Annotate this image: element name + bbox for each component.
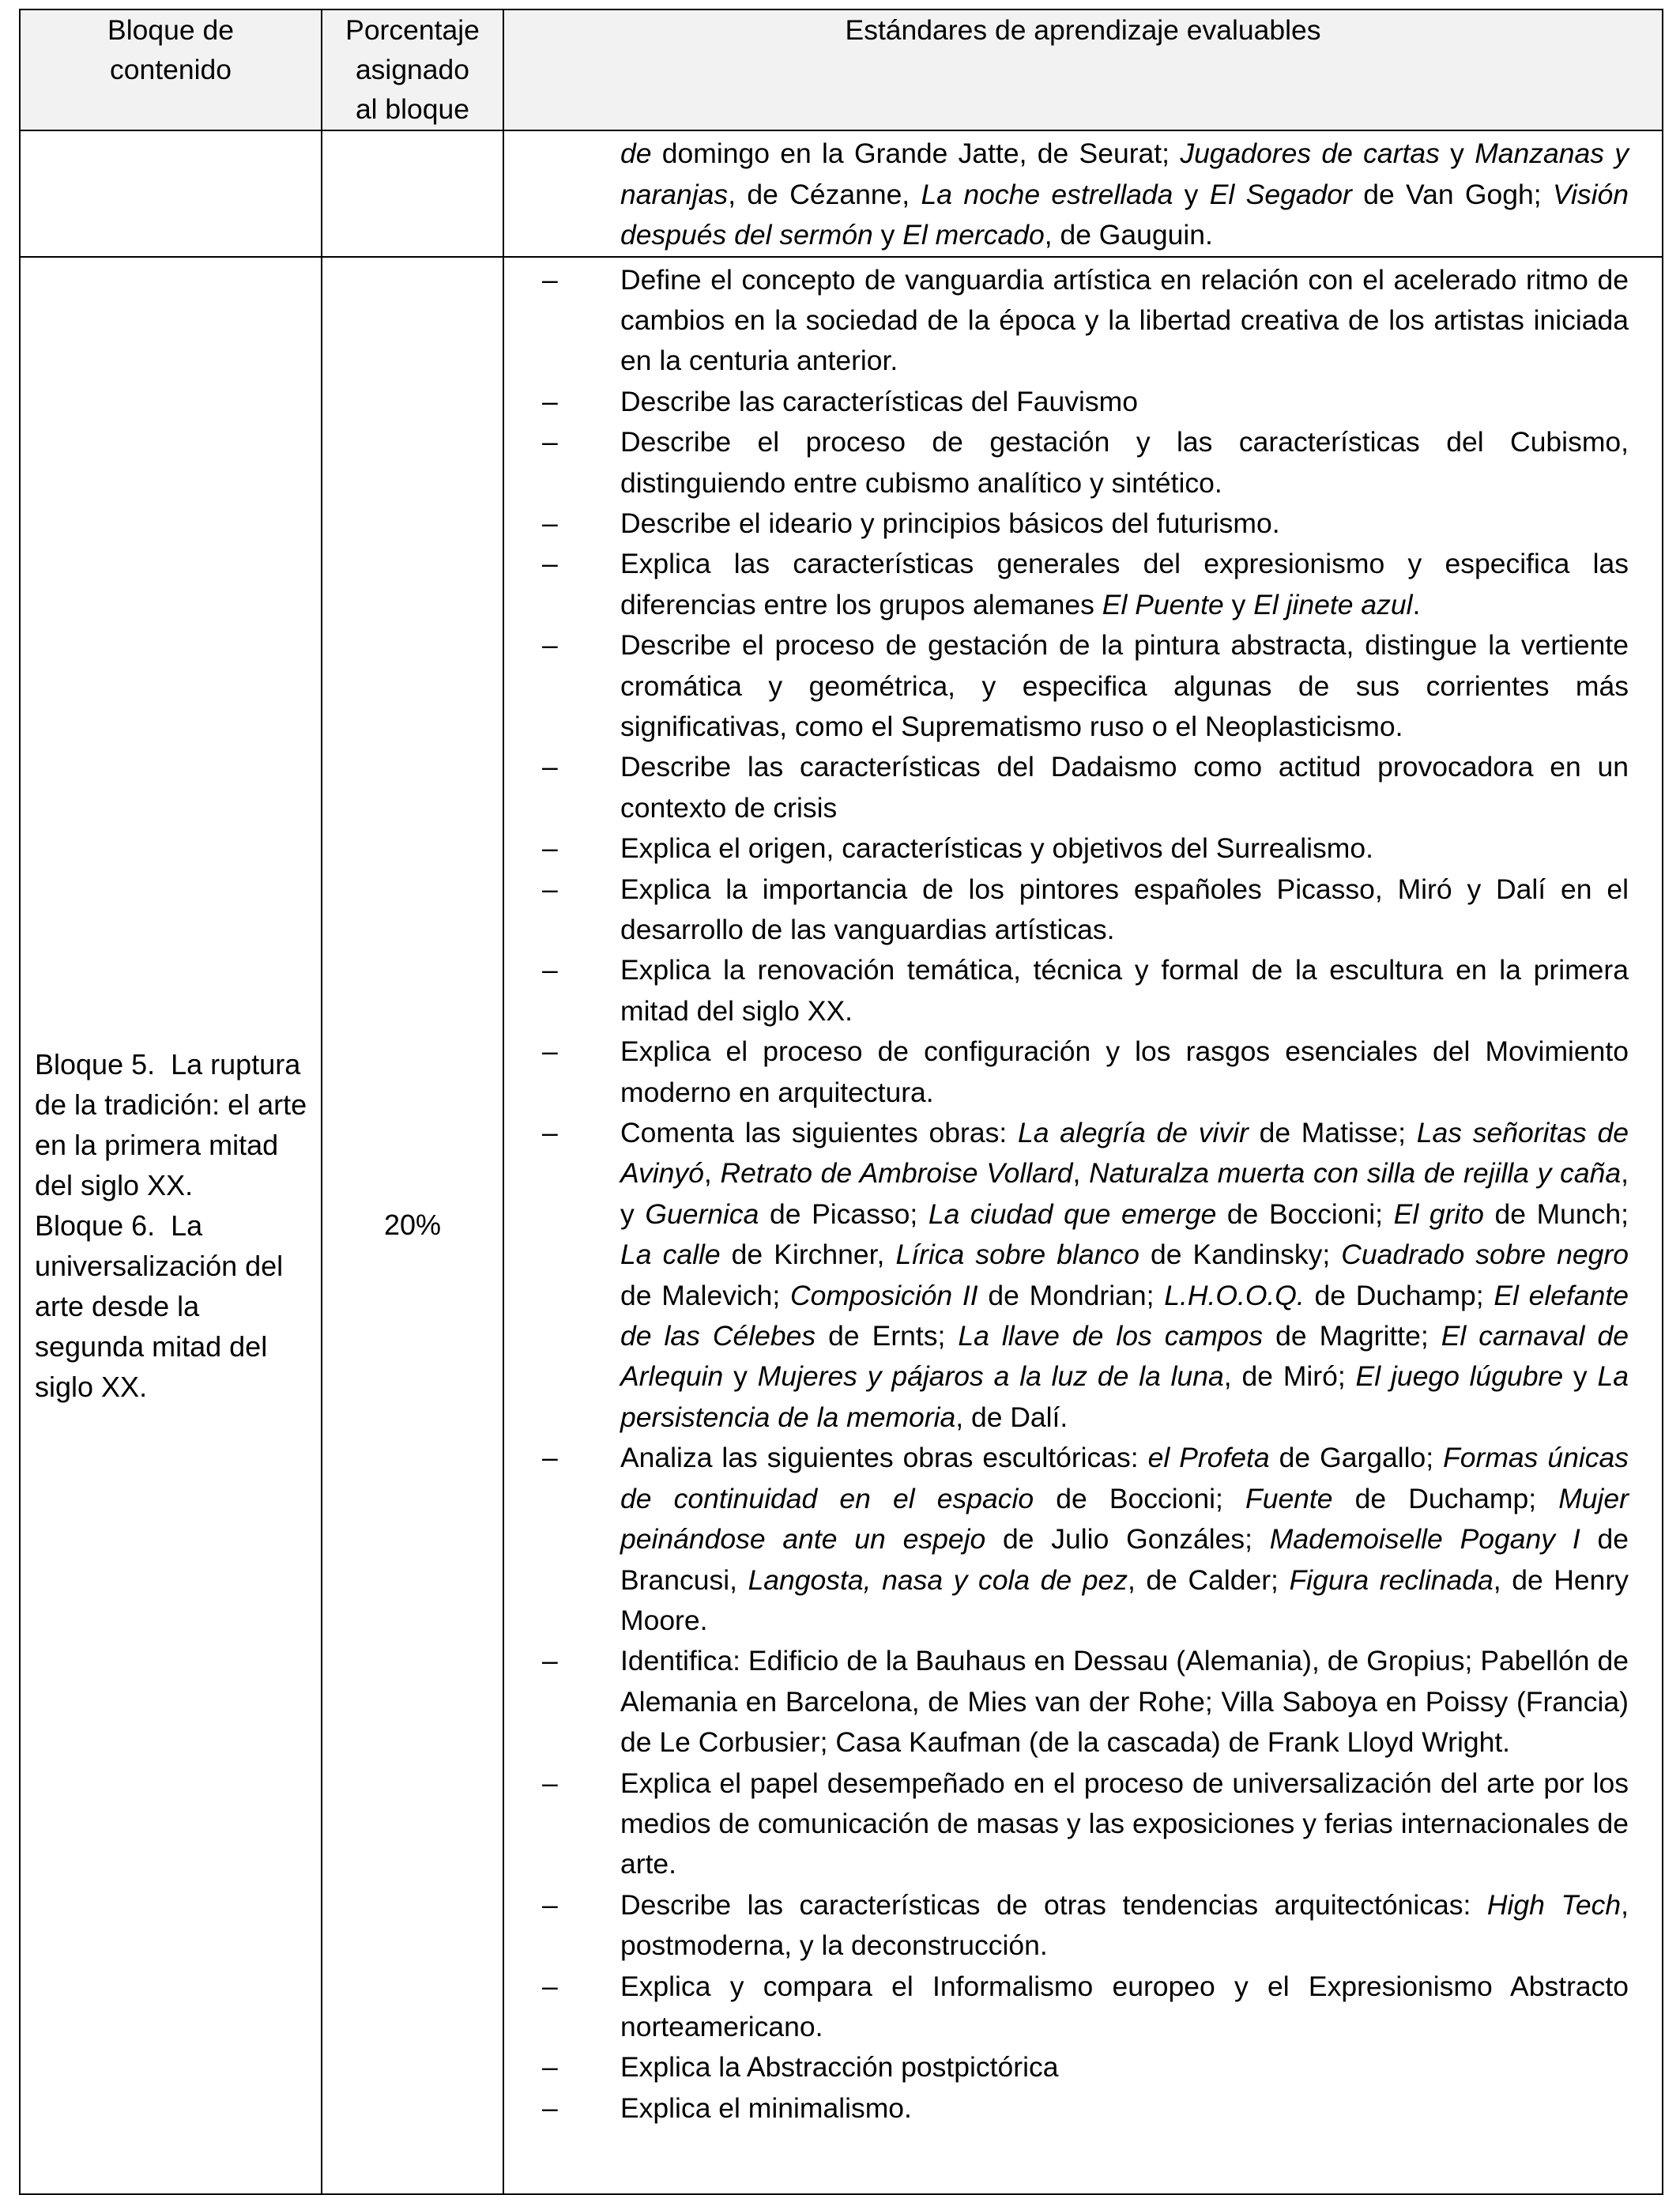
text-run: , de Gauguin.: [1044, 219, 1213, 251]
text-run: y: [1563, 1360, 1598, 1393]
dash-bullet: –: [542, 1035, 558, 1068]
italic-text: Composición II: [789, 1279, 978, 1311]
italic-text: L.H.O.O.Q.: [1164, 1279, 1305, 1311]
list-item: [542, 544, 1629, 625]
italic-text: el Profeta: [1147, 1442, 1270, 1474]
list-item: [542, 503, 1629, 544]
italic-text: La noche estrellada: [921, 178, 1173, 210]
list-item: [542, 747, 1629, 828]
continuation-row: [20, 130, 1663, 257]
dash-bullet: –: [542, 1970, 558, 2002]
standards-cell: [503, 257, 1663, 2194]
text-run: , y: [620, 1157, 1629, 1230]
dash-bullet: –: [542, 1645, 558, 1677]
list-item: [542, 1031, 1629, 1113]
standards-list: [504, 258, 1662, 2129]
text-run: Explica el minimalismo.: [620, 2091, 912, 2124]
text-run: Explica el origen, características y objetivos del Surrealismo.: [620, 832, 1373, 865]
standards-table: [19, 9, 1663, 2195]
text-run: de Julio Gonzáles;: [985, 1523, 1270, 1556]
list-item: [542, 1885, 1629, 1967]
dash-bullet: –: [542, 1888, 558, 1921]
block-name-cell: [20, 257, 322, 2194]
italic-text: Retrato de Ambroise Vollard: [720, 1157, 1073, 1190]
text-run: Explica la importancia de los pintores españoles Picasso, Miró y Dalí en el desarrollo de las vanguardias artísticas.: [620, 873, 1629, 945]
italic-text: La calle: [620, 1239, 721, 1271]
dash-bullet: –: [542, 426, 558, 458]
text-run: de Gargallo;: [1269, 1442, 1444, 1474]
header-estandares-text: Estándares de aprendizaje evaluables: [845, 14, 1321, 46]
text-run: de Magritte;: [1263, 1320, 1441, 1352]
italic-text: Naturalza muerta con silla de rejilla y caña: [1089, 1157, 1622, 1190]
italic-text: Manzanas y naranjas: [620, 138, 1629, 210]
text-run: , postmoderna, y la deconstrucción.: [620, 1888, 1629, 1962]
text-run: Describe las características de otras tendencias arquitectónicas:: [620, 1888, 1487, 1921]
text-run: y: [872, 219, 903, 251]
text-run: ,: [703, 1157, 721, 1190]
italic-text: Lírica sobre blanco: [895, 1239, 1139, 1271]
dash-bullet: –: [542, 2091, 558, 2124]
italic-text: Mujeres y pájaros a la luz de la luna: [757, 1360, 1224, 1393]
italic-text: High Tech: [1486, 1888, 1622, 1921]
text-run: , de Miró;: [1223, 1360, 1356, 1393]
italic-text: Guernica: [645, 1197, 759, 1230]
text-run: Define el concepto de vanguardia artística en relación con el acelerado ritmo de cambios en la sociedad de la época y la libertad creativa de los artistas iniciada en la centuria anterior.: [620, 263, 1629, 377]
text-run: Describe las características del Fauvismo: [620, 385, 1138, 417]
list-item: [542, 950, 1629, 1031]
italic-text: Fuente: [1245, 1482, 1333, 1514]
header-bloque-text: Bloque de contenido: [107, 14, 234, 85]
italic-text: La alegría de vivir: [1017, 1117, 1249, 1149]
dash-bullet: –: [542, 507, 558, 539]
text-run: Explica la renovación temática, técnica y formal de la escultura en la primera mitad del siglo XX.: [620, 954, 1629, 1027]
dash-bullet: –: [542, 954, 558, 986]
dash-bullet: –: [542, 1442, 558, 1474]
text-run: y: [1173, 178, 1210, 210]
header-porcentaje: [322, 9, 503, 130]
text-run: Explica y compara el Informalismo europeo y el Expresionismo Abstracto norteamericano.: [620, 1970, 1629, 2042]
text-run: Comenta las siguientes obras:: [620, 1117, 1018, 1149]
table-header-row: [20, 9, 1663, 130]
italic-text: Mademoiselle Pogany I: [1269, 1523, 1580, 1556]
text-run: de Malevich;: [620, 1279, 790, 1311]
percentage-cell: [322, 257, 503, 2194]
text-run: Explica la Abstracción postpictórica: [620, 2051, 1059, 2084]
text-run: de Mondrian;: [977, 1279, 1165, 1311]
italic-text: El grito: [1393, 1197, 1484, 1230]
list-item: [542, 1967, 1629, 2048]
dash-bullet: –: [542, 548, 558, 580]
text-run: de Kirchner,: [720, 1239, 896, 1271]
header-bloque: [20, 9, 322, 130]
block-name: Bloque 5. La ruptura de la tradición: el arte en la primera mitad del siglo XX. Bloque 6. La universalización del arte desde la segunda mitad del siglo XX.: [35, 1047, 307, 1403]
text-run: Analiza las siguientes obras escultóricas:: [620, 1442, 1148, 1474]
italic-text: El mercado: [902, 219, 1045, 251]
italic-text: El Puente: [1102, 588, 1224, 620]
text-run: de Van Gogh;: [1351, 178, 1553, 210]
text-run: de Munch;: [1483, 1197, 1629, 1230]
italic-text: El Segador: [1209, 178, 1352, 210]
italic-text: La llave de los campos: [958, 1320, 1264, 1352]
text-run: de Matisse;: [1248, 1117, 1417, 1149]
dash-bullet: –: [542, 2051, 558, 2084]
italic-text: Mujer peinándose ante un espejo: [620, 1482, 1629, 1556]
italic-text: Formas únicas de continuidad en el espacio: [620, 1442, 1629, 1514]
text-run: y: [1223, 588, 1254, 620]
text-run: Explica el papel desempeñado en el proceso de universalización del arte por los medios de comunicación de masas y las exposiciones y ferias internacionales de arte.: [620, 1767, 1629, 1880]
continuation-standards-cell: [503, 130, 1663, 257]
text-run: , de Dalí.: [955, 1401, 1068, 1433]
list-item: [542, 2088, 1629, 2129]
text-run: Describe el proceso de gestación de la pintura abstracta, distingue la vertiente cromática y geométrica, y especifica algunas de sus corrientes más significativas, como el Suprematismo ruso o el Neoplasticismo.: [620, 629, 1629, 742]
header-estandares: [503, 9, 1663, 130]
text-run: Explica el proceso de configuración y los rasgos esenciales del Movimiento moderno en arquitectura.: [620, 1035, 1629, 1108]
text-run: y: [723, 1360, 758, 1393]
italic-text: El jinete azul: [1253, 588, 1413, 620]
text-run: de Boccioni;: [1216, 1197, 1394, 1230]
dash-bullet: –: [542, 873, 558, 905]
dash-bullet: –: [542, 1117, 558, 1149]
text-run: ,: [1072, 1157, 1090, 1190]
list-item: [542, 260, 1629, 382]
text-run: de Picasso;: [759, 1197, 929, 1230]
italic-text: La persistencia de la memoria: [620, 1360, 1629, 1433]
list-item: [542, 1438, 1629, 1641]
text-run: de Ernts;: [816, 1320, 959, 1352]
list-item: [542, 382, 1629, 422]
percentage-value: 20%: [383, 1209, 442, 1241]
italic-text: Figura reclinada: [1289, 1563, 1494, 1596]
dash-bullet: –: [542, 751, 558, 783]
italic-text: El carnaval de Arlequin: [620, 1320, 1629, 1393]
italic-text: El juego lúgubre: [1355, 1360, 1564, 1393]
italic-text: Jugadores de cartas: [1180, 138, 1440, 169]
text-run: Describe las características del Dadaismo como actitud provocadora en un contexto de crisis: [620, 751, 1629, 824]
text-run: Identifica: Edificio de la Bauhaus en Dessau (Alemania), de Gropius; Pabellón de Alemania en Barcelona, de Mies van der Rohe; Villa Saboya en Poissy (Francia) de Le Corbusier; Casa Kaufman (de la cascada) de Frank Lloyd Wright.: [620, 1645, 1629, 1759]
italic-text: Cuadrado sobre negro: [1341, 1239, 1629, 1271]
text-run: Describe el ideario y principios básicos del futurismo.: [620, 507, 1280, 539]
italic-text: La ciudad que emerge: [928, 1197, 1217, 1230]
text-run: , de Henry Moore.: [620, 1563, 1629, 1636]
list-item: [542, 422, 1629, 503]
dash-bullet: –: [542, 385, 558, 417]
italic-text: Las señoritas de Avinyó: [620, 1117, 1629, 1190]
text-run: domingo en la Grande Jatte, de Seurat;: [651, 138, 1181, 169]
list-item: [542, 1113, 1629, 1438]
text-run: , de Calder;: [1127, 1563, 1290, 1596]
dash-bullet: –: [542, 629, 558, 662]
list-item: [542, 1763, 1629, 1885]
text-run: Describe el proceso de gestación y las características del Cubismo, distinguiendo entre cubismo analítico y sintético.: [620, 426, 1629, 499]
continuation-text: [620, 131, 1629, 256]
continuation-block-cell: [20, 130, 322, 257]
continuation-pct-cell: [322, 130, 503, 257]
dash-bullet: –: [542, 832, 558, 865]
text-run: de Kandinsky;: [1139, 1239, 1342, 1271]
italic-text: de: [620, 138, 652, 169]
italic-text: Langosta, nasa y cola de pez: [748, 1563, 1128, 1596]
header-porcentaje-text: Porcentaje asignado al bloque: [345, 14, 480, 125]
text-run: de Boccioni;: [1034, 1482, 1246, 1514]
text-run: Explica las características generales del expresionismo y especifica las diferencias entre los grupos alemanes: [620, 548, 1629, 620]
italic-text: Visión después del sermón: [620, 178, 1629, 251]
table-row: [20, 257, 1663, 2194]
list-item: [542, 1641, 1629, 1763]
dash-bullet: –: [542, 263, 558, 296]
list-item: [542, 2047, 1629, 2088]
text-run: de Duchamp;: [1332, 1482, 1559, 1514]
text-run: , de Cézanne,: [728, 178, 921, 210]
text-run: y: [1439, 138, 1475, 169]
text-run: .: [1412, 588, 1421, 620]
text-run: de Brancusi,: [620, 1523, 1629, 1596]
italic-text: El elefante de las Célebes: [620, 1279, 1629, 1352]
dash-bullet: –: [542, 1767, 558, 1799]
list-item: [542, 828, 1629, 869]
text-run: de Duchamp;: [1304, 1279, 1494, 1311]
list-item: [542, 869, 1629, 951]
list-item: [542, 625, 1629, 747]
